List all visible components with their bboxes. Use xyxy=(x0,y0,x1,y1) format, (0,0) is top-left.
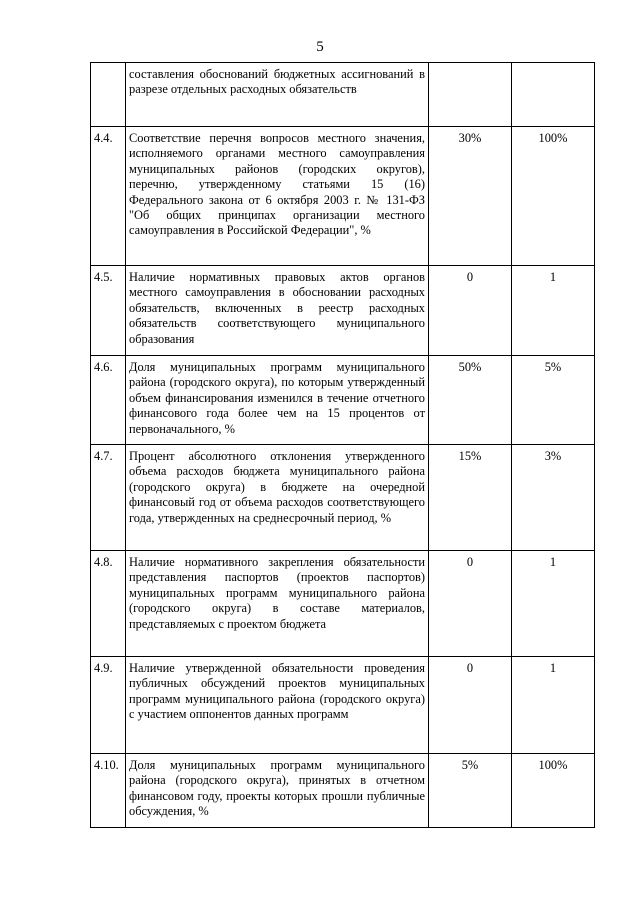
target-value: 5% xyxy=(512,356,595,445)
indicator-text: Соответствие перечня вопросов местного значения, исполняемого органами местного самоуправления муниципальных районов (городских округов), перечню, утвержденному статьями 15 (16) Федерального закона от 6 октября 2003 г. № 131-ФЗ "Об общих принципах организации местного самоуправления в Российской Федерации", % xyxy=(126,127,429,266)
indicator-text: Наличие нормативных правовых актов органов местного самоуправления в обосновании расходных обязательств, включенных в реестр расходных обязательств соответствующего муниципального образования xyxy=(126,266,429,356)
table-row xyxy=(91,63,595,127)
page-number: 5 xyxy=(316,39,324,55)
indicator-text: Доля муниципальных программ муниципального района (городского округа), по которым утвержденный объем финансирования изменился в течение отчетного финансового года более чем на 15 процентов от первоначального, % xyxy=(126,356,429,445)
row-number: 4.9. xyxy=(91,657,126,754)
current-value: 0 xyxy=(429,657,512,754)
target-value: 100% xyxy=(512,127,595,266)
current-value: 15% xyxy=(429,445,512,551)
current-value: 5% xyxy=(429,754,512,828)
row-number: 4.5. xyxy=(91,266,126,356)
target-value xyxy=(512,63,595,127)
table-row xyxy=(91,266,595,356)
table-row xyxy=(91,657,595,754)
table-row xyxy=(91,356,595,445)
current-value: 50% xyxy=(429,356,512,445)
row-number: 4.8. xyxy=(91,551,126,657)
indicator-text: составления обоснований бюджетных ассигнований в разрезе отдельных расходных обязательств xyxy=(126,63,429,127)
current-value: 0 xyxy=(429,266,512,356)
target-value: 1 xyxy=(512,551,595,657)
target-value: 100% xyxy=(512,754,595,828)
target-value: 1 xyxy=(512,657,595,754)
current-value xyxy=(429,63,512,127)
indicator-text: Наличие утвержденной обязательности проведения публичных обсуждений проектов муниципальных программ муниципального района (городского округа) с участием оппонентов данных программ xyxy=(126,657,429,754)
current-value: 30% xyxy=(429,127,512,266)
table-row xyxy=(91,127,595,266)
table-row xyxy=(91,754,595,828)
row-number xyxy=(91,63,126,127)
row-number: 4.7. xyxy=(91,445,126,551)
table-row xyxy=(91,445,595,551)
current-value: 0 xyxy=(429,551,512,657)
indicator-text: Процент абсолютного отклонения утвержденного объема расходов бюджета муниципального района (городского округа) в бюджете на очередной финансовый год от объема расходов соответствующего года, утвержденных на среднесрочный период, % xyxy=(126,445,429,551)
row-number: 4.6. xyxy=(91,356,126,445)
indicators-table xyxy=(90,62,595,828)
indicator-text: Доля муниципальных программ муниципального района (городского округа), принятых в отчетном финансовом году, проекты которых прошли публичные обсуждения, % xyxy=(126,754,429,828)
row-number: 4.4. xyxy=(91,127,126,266)
indicator-text: Наличие нормативного закрепления обязательности представления паспортов (проектов паспортов) муниципальных программ муниципального района (городского округа) в составе материалов, представляемых с проектом бюджета xyxy=(126,551,429,657)
row-number: 4.10. xyxy=(91,754,126,828)
table-row xyxy=(91,551,595,657)
target-value: 1 xyxy=(512,266,595,356)
target-value: 3% xyxy=(512,445,595,551)
